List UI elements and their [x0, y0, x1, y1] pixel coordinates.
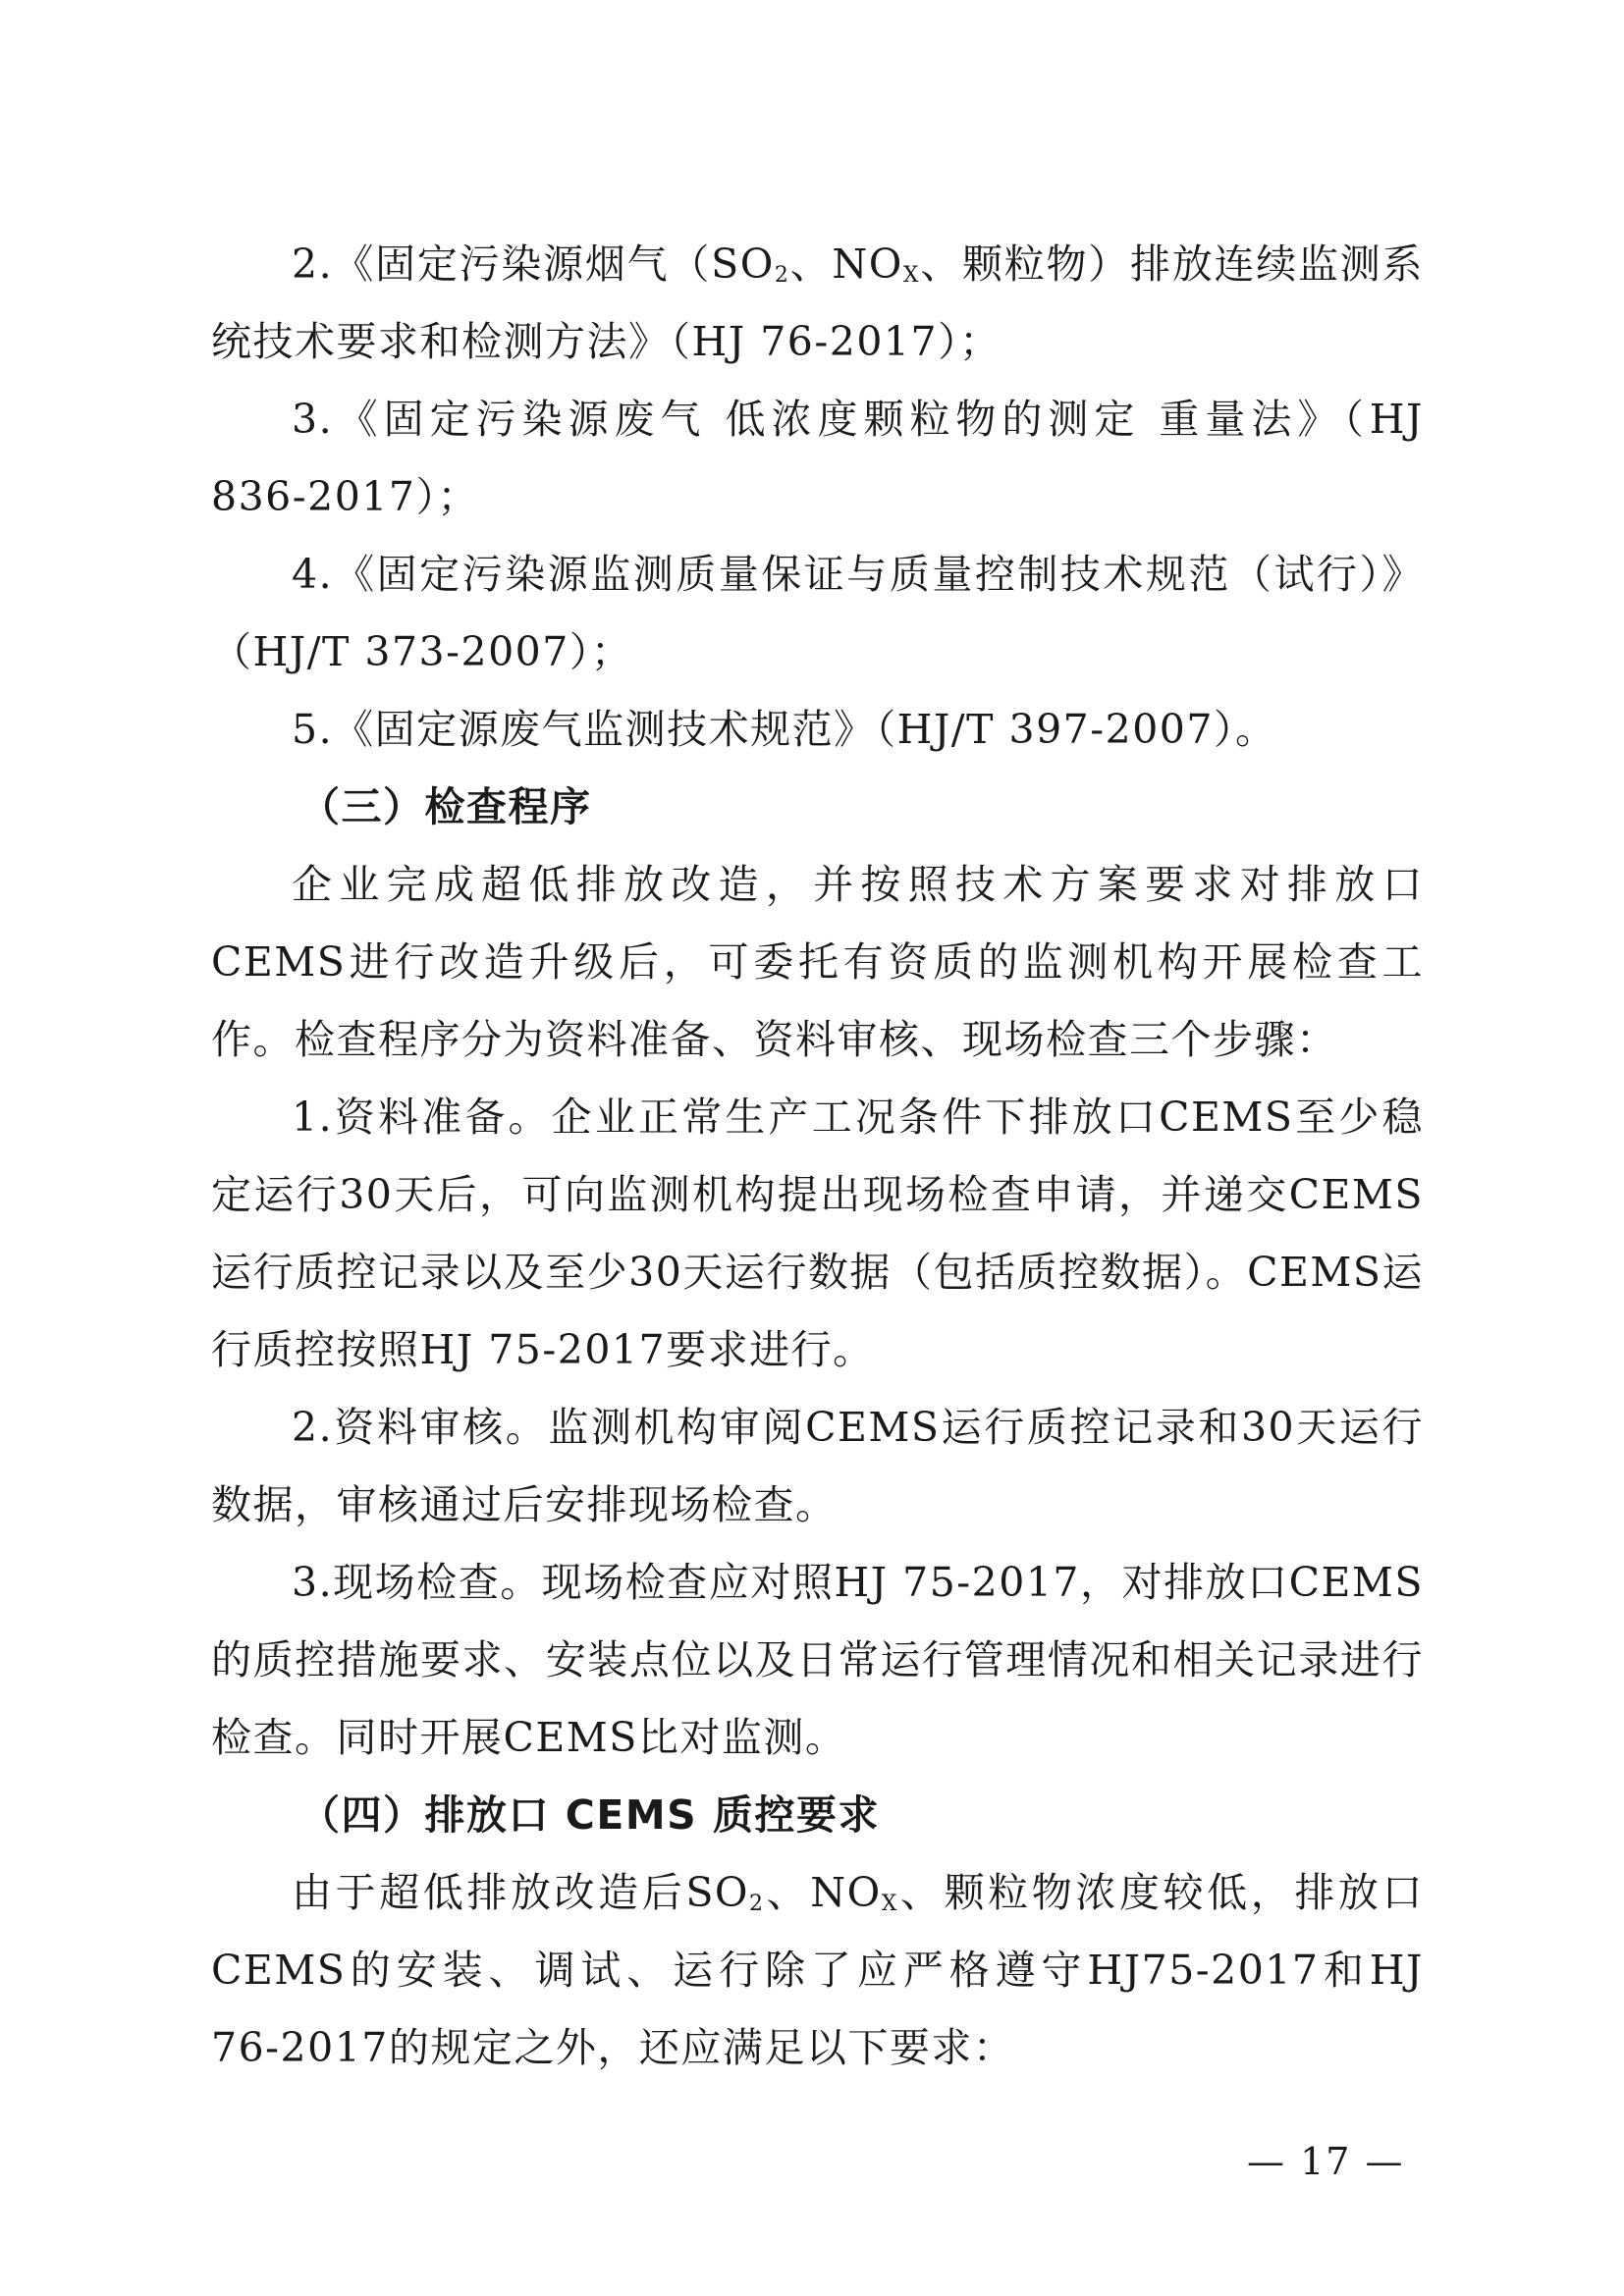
- section-3-heading: （三）检查程序: [299, 783, 592, 830]
- section-3-step-2: 2.资料审核。监测机构审阅CEMS运行质控记录和30天运行数据，审核通过后安排现场检查。: [211, 1404, 1424, 1528]
- ref2-text-c: 、颗粒物）排放连续监测系统技术要求和检测方法》（HJ 76-2017）；: [211, 240, 1424, 365]
- section-3-intro: 企业完成超低排放改造，并按照技术方案要求对排放口CEMS进行改造升级后，可委托有资质的监测机构开展检查工作。检查程序分为资料准备、资料审核、现场检查三个步骤：: [211, 861, 1424, 1063]
- reference-item-2: [211, 226, 1424, 381]
- s4-sub-so2: 2: [749, 1892, 765, 1916]
- section-3-step-1: 1.资料准备。企业正常生产工况条件下排放口CEMS至少稳定运行30天后，可向监测机构提出现场检查申请，并递交CEMS运行质控记录以及至少30天运行数据（包括质控数据）。CEMS运行质控按照HJ 75-2017要求进行。: [211, 1094, 1424, 1373]
- reference-item-5: 5.《固定源废气监测技术规范》（HJ/T 397-2007）。: [292, 706, 1277, 753]
- document-body: [211, 226, 1424, 2087]
- section-4-intro: [211, 1854, 1424, 2087]
- reference-item-4: 4.《固定污染源监测质量保证与质量控制技术规范（试行）》（HJ/T 373-2007）；: [211, 551, 1424, 675]
- ref2-text-a: 2.《固定污染源烟气（SO: [292, 240, 775, 288]
- s4-text-c: 、颗粒物浓度较低，排放口CEMS的安装、调试、运行除了应严格遵守HJ75-2017和HJ 76-2017的规定之外，还应满足以下要求：: [211, 1869, 1424, 2071]
- ref2-sub-nox: X: [902, 263, 920, 288]
- page-number: — 17 —: [1247, 2140, 1405, 2183]
- s4-text-b: 、NO: [764, 1869, 882, 1916]
- section-4-heading: （四）排放口 CEMS 质控要求: [299, 1791, 880, 1839]
- ref2-text-b: 、NO: [789, 240, 903, 288]
- reference-item-3: 3.《固定污染源废气 低浓度颗粒物的测定 重量法》（HJ 836-2017）；: [211, 396, 1424, 520]
- s4-text-a: 由于超低排放改造后SO: [292, 1869, 750, 1916]
- section-3-step-3: 3.现场检查。现场检查应对照HJ 75-2017，对排放口CEMS的质控措施要求、安装点位以及日常运行管理情况和相关记录进行检查。同时开展CEMS比对监测。: [211, 1559, 1424, 1761]
- s4-sub-nox: X: [881, 1892, 898, 1916]
- ref2-sub-so2: 2: [774, 263, 790, 288]
